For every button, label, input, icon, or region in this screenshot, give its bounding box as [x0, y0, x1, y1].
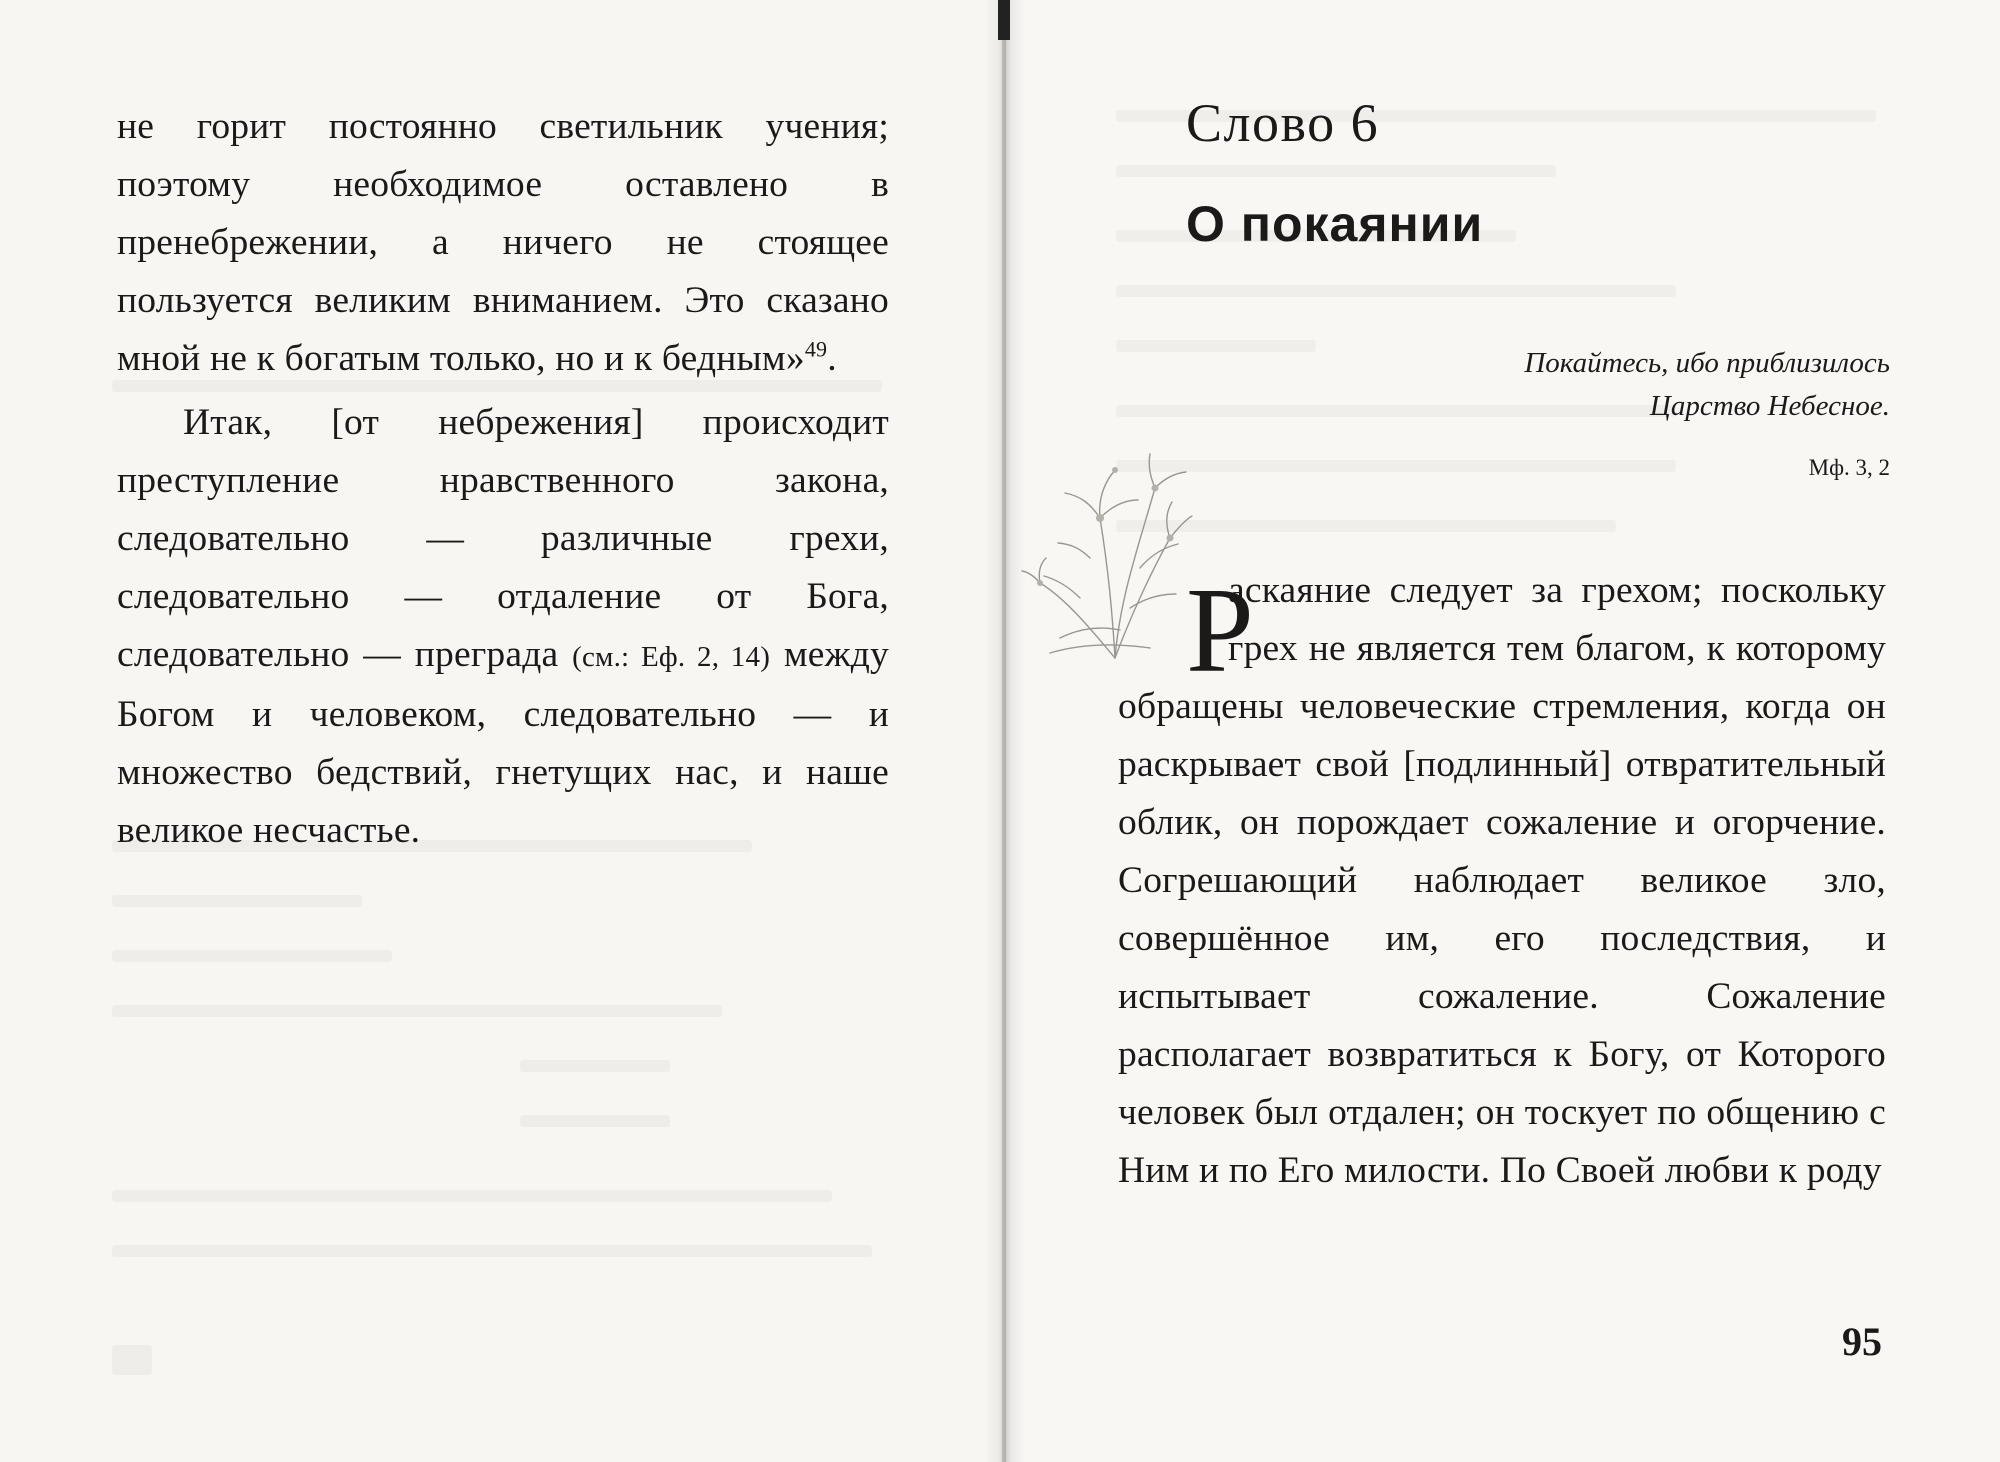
footnote-reference: 49 [804, 336, 828, 362]
left-page-text [117, 98, 889, 860]
bleed-through [520, 1115, 670, 1127]
book-gutter [985, 0, 1025, 1462]
bleed-through [112, 1005, 722, 1017]
epigraph-reference: Мф. 3, 2 [1808, 455, 1890, 480]
bleed-through [112, 1345, 152, 1375]
right-paragraph-1: аскаяние следует за грехом; поскольку грех не является тем благом, к которому обращены человеческие стремления, когда он раскрывает свой [подлинный] отвратительный облик, он порождает сожаление и огорчение. Согрешающий наблюдает великое зло, совершённое им, его последствия, и испытывает сожаление. Сожаление располагает возвратиться к Богу, от Которого человек был отдален; он тоскует по общению с Ним и по Его милости. По Своей любви к роду [1118, 570, 1886, 1191]
left-paragraph-1: не горит постоянно светильник учения; поэтому необходимое оставлено в пренебрежении, а ничего не стоящее пользуется великим вниманием. Это сказано мной не к богатым только, но и к бедным»$^{49}$. [117, 106, 889, 379]
bleed-through [112, 950, 392, 962]
chapter-title: О покаянии [1186, 196, 1484, 252]
bleed-through [520, 1060, 670, 1072]
epigraph [1290, 342, 1890, 428]
bleed-through [112, 1245, 872, 1257]
scripture-reference: (см.: Еф. 2, 14) [572, 641, 771, 673]
right-page-text [1118, 562, 1886, 1200]
bleed-through [112, 895, 362, 907]
chapter-label: Слово 6 [1186, 93, 1380, 153]
bleed-through [1116, 165, 1556, 177]
drop-cap: Р [1186, 563, 1254, 698]
binding-edge [998, 0, 1010, 40]
epigraph-line-2: Царство Небесное. [1649, 390, 1890, 422]
bleed-through [1116, 340, 1316, 352]
bleed-through [1116, 285, 1676, 297]
bleed-through [112, 1190, 832, 1202]
page-number: 95 [1842, 1319, 1882, 1364]
bleed-through [1116, 460, 1676, 472]
drop-cap-spacer [1118, 562, 1228, 674]
epigraph-line-1: Покайтесь, ибо приблизилось [1524, 347, 1890, 379]
left-paragraph-2: Итак, [от небрежения] происходит преступление нравственного закона, следовательно — различные грехи, следовательно — отдаление от Бога, следовательно — преграда (см.: Еф. 2, 14) между Богом и человеком, следовательно — и множество бедствий, гнетущих нас, и наше великое несчастье. [117, 402, 889, 851]
